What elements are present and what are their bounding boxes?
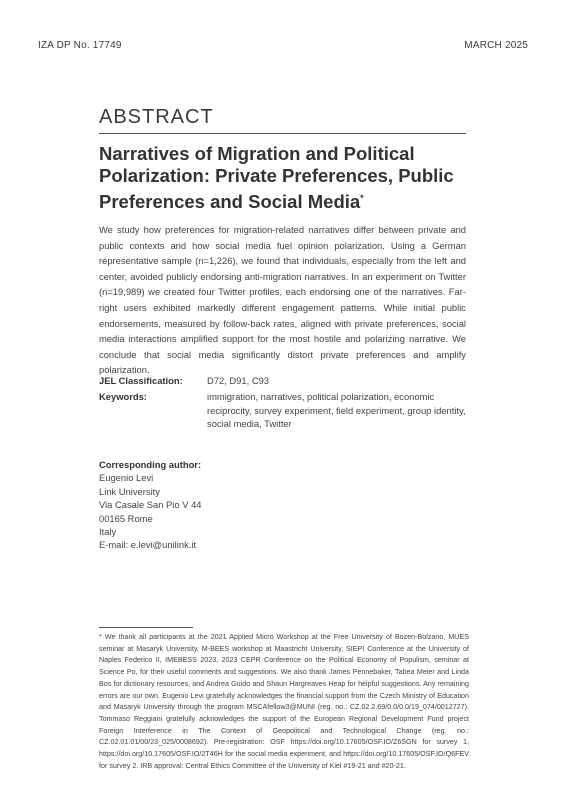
- author-city: 00165 Rome: [99, 512, 153, 524]
- jel-value: D72, D91, C93: [207, 375, 270, 386]
- keywords: [99, 390, 466, 432]
- jel-classification: [99, 374, 466, 388]
- author-email: E-mail: e.levi@unilink.it: [99, 539, 197, 551]
- publication-date: MARCH 2025: [464, 40, 528, 51]
- footnote-rule: [99, 627, 193, 628]
- author-country: Italy: [99, 526, 117, 538]
- keywords-value: immigration, narratives, political polarization, economic reciprocity, survey experiment, field experiment, group identity, social media, Twitter: [207, 391, 466, 429]
- series-number: IZA DP No. 17749: [38, 40, 122, 51]
- abstract-text: We study how preferences for migration-related narratives differ between private and public contexts and how social media fuel opinion polarization. Using a German representative sample (n=1,226), we found that individuals, especially from the left and center, avoided publicly endorsing anti-migration narratives. In an experiment on Twitter (n=19,989) we created four Twitter profiles, each endorsing one of the narratives. Far-right users exhibited markedly different engagement patterns. While initial public endorsements, measured by follow-back rates, aligned with private preferences, social media interactions amplified support for the most hostile and polarizing narrative. We conclude that social media significantly distort private preferences and amplify polarization.: [99, 224, 466, 376]
- title-footnote-marker: *: [360, 193, 364, 203]
- author-name: Eugenio Levi: [99, 472, 154, 484]
- paper-title: [99, 143, 469, 213]
- corresponding-author: [99, 458, 202, 552]
- abstract-heading: ABSTRACT: [99, 106, 214, 128]
- author-institution: Link University: [99, 485, 160, 497]
- corresponding-author-label: Corresponding author:: [99, 459, 202, 470]
- jel-label: JEL Classification:: [99, 375, 183, 386]
- footnote-text: * We thank all participants at the 2021 Applied Micro Workshop at the Free University of Bozen-Bolzano, MUES seminar at Masaryk University, M-BEES workshop at Maastricht University, SIEPI Conference at the University of Naples Federico II, IMEBESS 2023, 2023 CEPR Conference on the Political Economy of Populism, seminar at Science Po, for their useful comments and suggestions. We also thank James Pennebaker, Tabea Meier and Linda Bos for dictionary resources, and Andrea Guido and Shaun Hargreaves Heap for helpful suggestions. Any remaining errors are our own. Eugenio Levi gratefully acknowledges the financial support from the Czech Ministry of Education and Masaryk University through the program MSCAfellow3@MUNI (reg. no.: CZ.02.2.69/0.0/0.0/19_074/0012727). Tommaso Reggiani gratefully acknowledges the support of the European Regional Development Fund project Foreign Interference in The Context of Geopolitical and Technological Change (reg. no.: CZ.02.01.01/00/23_025/0008692). Pre-registration: OSF https://doi.org/10.17605/OSF.IO/Z6SGN for survey 1, https://doi.org/10.17605/OSF.IO/2T46H for the social media experiment, and https://doi.org/10.17605/OSF.IO/Q6FEV for survey 2. IRB approval: Central Ethics Committee of the University of Kiel #19-21 and #20-21.: [99, 633, 469, 770]
- author-street: Via Casale San Pio V 44: [99, 499, 202, 511]
- paper-title-text: Narratives of Migration and Political Polarization: Private Preferences, Public Preferences and Social Media: [99, 143, 454, 213]
- keywords-label: Keywords:: [99, 391, 147, 402]
- heading-rule: [99, 133, 466, 134]
